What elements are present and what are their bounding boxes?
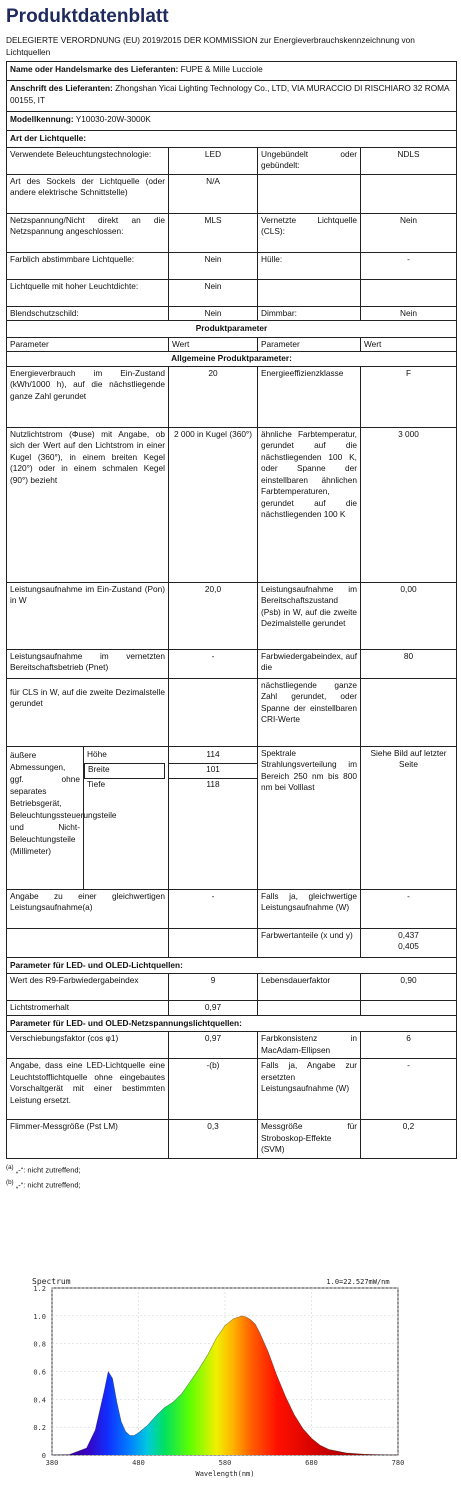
y-tick-label: 0.8 <box>33 1340 46 1349</box>
page-title: Produktdatenblatt <box>6 6 169 27</box>
supplier-label: Name oder Handelsmarke des Lieferanten: <box>10 64 179 74</box>
address-row <box>7 81 457 112</box>
light-row-5: Lichtquelle mit hoher Leuchtdichte: Nein <box>7 279 457 306</box>
intro-text: DELEGIERTE VERORDNUNG (EU) 2019/2015 DER KOMMISSION zur Energieverbrauchskennzeichnung von Lichtquellen <box>6 35 415 57</box>
mains-row-1: Verschiebungsfaktor (cos φ1) 0,97 Farbkonsistenz in MacAdam-Ellipsen 6 <box>7 1032 457 1059</box>
dim-width-value: 101 <box>169 763 257 779</box>
led-row-2: Lichtstromerhalt 0,97 <box>7 1001 457 1016</box>
dim-depth-value: 118 <box>206 778 220 789</box>
address-value: Zhongshan Yicai Lighting Technology Co., LTD, VIA MURACCIO DI RISCHIARO 32 ROMA 00155, IT <box>10 83 450 105</box>
address-label: Anschrift des Lieferanten: <box>10 83 113 93</box>
supplier-value: FUPE & Mille Lucciole <box>180 64 263 74</box>
footnotes <box>6 1162 456 1191</box>
y-tick-label: 1.2 <box>33 1285 46 1293</box>
dim-height-value: 114 <box>206 748 220 759</box>
chart-subtitle: 1.0=22.527mW/nm <box>326 1278 390 1286</box>
footnote-a: $^{(a)}$ „-“: nicht zutreffend; <box>6 1164 81 1175</box>
x-tick-label: 380 <box>45 1459 59 1467</box>
dimensions-label: äußere Abmessungen, ggf. ohne separates Betriebsgerät, Beleuchtungssteuerungsteile und Nicht-Beleuchtungsteile (Millimeter) <box>7 747 84 889</box>
color-y-value: 0,405 <box>398 941 419 951</box>
light-row-6: Blendschutzschild: Nein Dimmbar: Nein <box>7 306 457 321</box>
color-share-row: Farbwertanteile (x und y) 0,437 0,405 <box>7 928 457 957</box>
x-tick-label: 680 <box>305 1459 318 1467</box>
spectrum-chart <box>0 1250 461 1500</box>
led-row-1: Wert des R9-Farbwiedergabeindex 9 Lebensdauerfaktor 0,90 <box>7 974 457 1001</box>
dim-width-label: Breite <box>84 763 165 779</box>
chart-title: Spectrum <box>32 1277 71 1286</box>
y-tick-label: 1.0 <box>33 1312 46 1321</box>
energy-row: Energieverbrauch im Ein-Zustand (kWh/1000 h), auf die nächstliegende ganze Zahl gerundet 20 Energieeffizienzklasse F <box>7 366 457 427</box>
x-tick-label: 780 <box>391 1459 405 1467</box>
supplier-row <box>7 62 457 81</box>
column-header-row: Parameter Wert Parameter Wert <box>7 337 457 352</box>
model-label: Modellkennung: <box>10 114 74 124</box>
product-params-header: Produktparameter <box>7 321 457 338</box>
light-row-4: Farblich abstimmbare Lichtquelle: Nein Hülle: - <box>7 252 457 279</box>
mains-row-2: Angabe, dass eine LED-Lichtquelle eine Leuchtstofflichtquelle ohne eingebautes Vorschaltgerät mit einer bestimmten Leistung ersetzt. -(b) Falls ja, Angabe zur ersetzten Leistungsaufnahme (W) - <box>7 1059 457 1120</box>
mains-params-header: Parameter für LED- und OLED-Netzspannungslichtquellen: <box>7 1015 457 1032</box>
model-value: Y10030-20W-3000K <box>75 114 151 124</box>
datasheet <box>6 0 456 1191</box>
mains-row-3: Flimmer-Messgröße (Pst LM) 0,3 Messgröße für Stroboskop-Effekte (SVM) 0,2 <box>7 1120 457 1159</box>
light-row-2: Art des Sockels der Lichtquelle (oder andere elektrische Schnittstelle) N/A <box>7 174 457 213</box>
footnote-b: $^{(b)}$ „-“: nicht zutreffend; <box>6 1178 81 1189</box>
flux-row: Nutzlichtstrom (Φuse) mit Angabe, ob sich der Wert auf den Lichtstrom in einer Kugel (360°), in einem breiten Kegel (120°) oder in einem schmalen Kegel (90°) bezieht 2 000 in Kugel (360°) ähnliche Farbtemperatur, gerundet auf die nächstliegenden 100 K, oder Spanne der einstellbaren ähnlichen Farbtemperaturen, gerundet auf die nächstliegenden 100 K 3 000 <box>7 427 457 582</box>
light-row-3: Netzspannung/Nicht direkt an die Netzspannung angeschlossen: MLS Vernetzte Lichtquelle (CLS): Nein <box>7 213 457 252</box>
x-tick-label: 580 <box>218 1459 232 1467</box>
power-net-row: Leistungsaufnahme im vernetzten Bereitschaftsbetrieb (Pnet) - Farbwiedergabeindex, auf die 80 <box>7 649 457 678</box>
y-tick-label: 0.6 <box>33 1368 46 1377</box>
dim-depth-label: Tiefe <box>87 778 106 789</box>
dimensions-row: äußere Abmessungen, ggf. ohne separates Betriebsgerät, Beleuchtungssteuerungsteile und Nicht-Beleuchtungsteile (Millimeter) Höhe Breite Tiefe 114 101 118 Spektrale Strahlungsverteilung im Bereich 250 nm bis 800 nm bei Volllast Siehe Bild auf letzter Seite <box>7 746 457 889</box>
general-params-header: Allgemeine Produktparameter: <box>7 352 457 367</box>
x-tick-label: 480 <box>132 1459 145 1467</box>
spectrum-area <box>52 1316 398 1455</box>
equiv-row: Angabe zu einer gleichwertigen Leistungsaufnahme(a) - Falls ja, gleichwertige Leistungsaufnahme (W) - <box>7 889 457 928</box>
color-x-value: 0,437 <box>398 929 419 940</box>
dim-height-label: Höhe <box>87 748 107 759</box>
power-on-row: Leistungsaufnahme im Ein-Zustand (Pon) in W 20,0 Leistungsaufnahme im Bereitschaftszustand (Psb) in W, auf die zweite Dezimalstelle gerundet 0,00 <box>7 582 457 649</box>
y-tick-label: 0.4 <box>33 1396 46 1405</box>
power-net-row-cont: für CLS in W, auf die zweite Dezimalstelle gerundet nächstliegende ganze Zahl gerundet, oder Spanne der einstellbaren CRI-Werte <box>7 678 457 746</box>
x-axis-label: Wavelength(nm) <box>195 1470 255 1478</box>
datasheet-table <box>6 61 457 1159</box>
y-tick-label: 0 <box>41 1452 46 1460</box>
light-source-header: Art der Lichtquelle: <box>7 131 457 148</box>
model-row <box>7 112 457 131</box>
y-tick-label: 0.2 <box>33 1424 46 1433</box>
led-params-header: Parameter für LED- und OLED-Lichtquellen: <box>7 957 457 974</box>
light-row-1: Verwendete Beleuchtungstechnologie: LED Ungebündelt oder gebündelt: NDLS <box>7 147 457 174</box>
